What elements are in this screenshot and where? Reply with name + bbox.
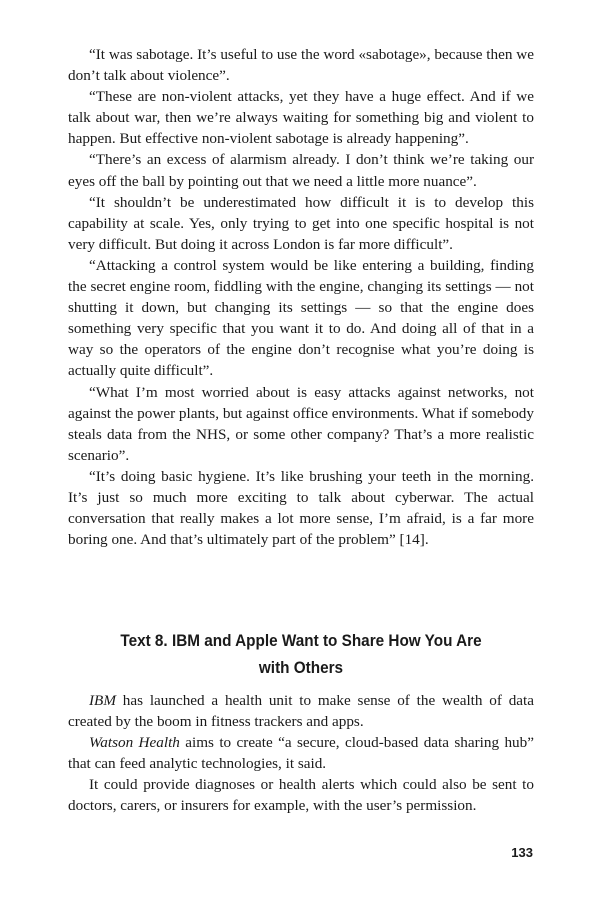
intro-paragraph-1 bbox=[68, 690, 534, 732]
quote-paragraph: “It was sabotage. It’s useful to use the word «sabotage», because then we don’t talk about violence”. bbox=[68, 46, 534, 85]
section-heading-line1: Text 8. IBM and Apple Want to Share How You Are bbox=[120, 631, 482, 650]
ibm-term: IBM bbox=[89, 692, 116, 709]
page-number: 133 bbox=[511, 845, 533, 860]
quote-paragraph: “Attacking a control system would be like entering a building, finding the secret engine room, fiddling with the engine, changing its settings — not shutting it down, but changing its settings — so that the engine does something very specific that you want it to do. And doing all of that in a way so the operators of the engine don’t recognise what you’re doing is actually quite difficult”. bbox=[68, 256, 534, 380]
intro-block bbox=[68, 690, 534, 817]
watson-health-term: Watson Health bbox=[89, 734, 180, 752]
intro-paragraph-2 bbox=[68, 732, 534, 774]
quotes-block bbox=[68, 44, 534, 550]
section-heading-line2: with Others bbox=[258, 658, 344, 677]
quote-paragraph: “What I’m most worried about is easy attacks against networks, not against the power plants, but against office environments. What if somebody steals data from the NHS, or some other company? That’s a more realistic scenario”. bbox=[68, 383, 534, 464]
intro-paragraph-1-text: has launched a health unit to make sense of the wealth of data created by the boom in fitness trackers and apps. bbox=[68, 692, 534, 731]
quote-paragraph: “There’s an excess of alarmism already. I don’t think we’re taking our eyes off the ball by pointing out that we need a little more nuance”. bbox=[68, 151, 534, 190]
quote-paragraph: “It’s doing basic hygiene. It’s like brushing your teeth in the morning. It’s just so much more exciting to talk about cyberwar. The actual conversation that really makes a lot more sense, I’m afraid, is a far more boring one. And that’s ultimately part of the problem” [14]. bbox=[68, 467, 534, 549]
quote-paragraph: “These are non-violent attacks, yet they have a huge effect. And if we talk about war, then we’re always waiting for something big and violent to happen. But effective non-violent sabotage is already happening”. bbox=[68, 88, 534, 148]
quote-paragraph: “It shouldn’t be underestimated how difficult it is to develop this capability at scale. Yes, only trying to get into one specific hospital is not very difficult. But doing it across London is far more difficult”. bbox=[68, 193, 534, 253]
section-heading bbox=[91, 627, 510, 681]
intro-paragraph-3: It could provide diagnoses or health alerts which could also be sent to doctors, carers, or insurers for example, with the user’s permission. bbox=[68, 776, 534, 815]
intro-paragraph-2-text: aims to create “a secure, cloud-based data sharing hub” that can feed analytic technologies, it said. bbox=[68, 734, 534, 773]
